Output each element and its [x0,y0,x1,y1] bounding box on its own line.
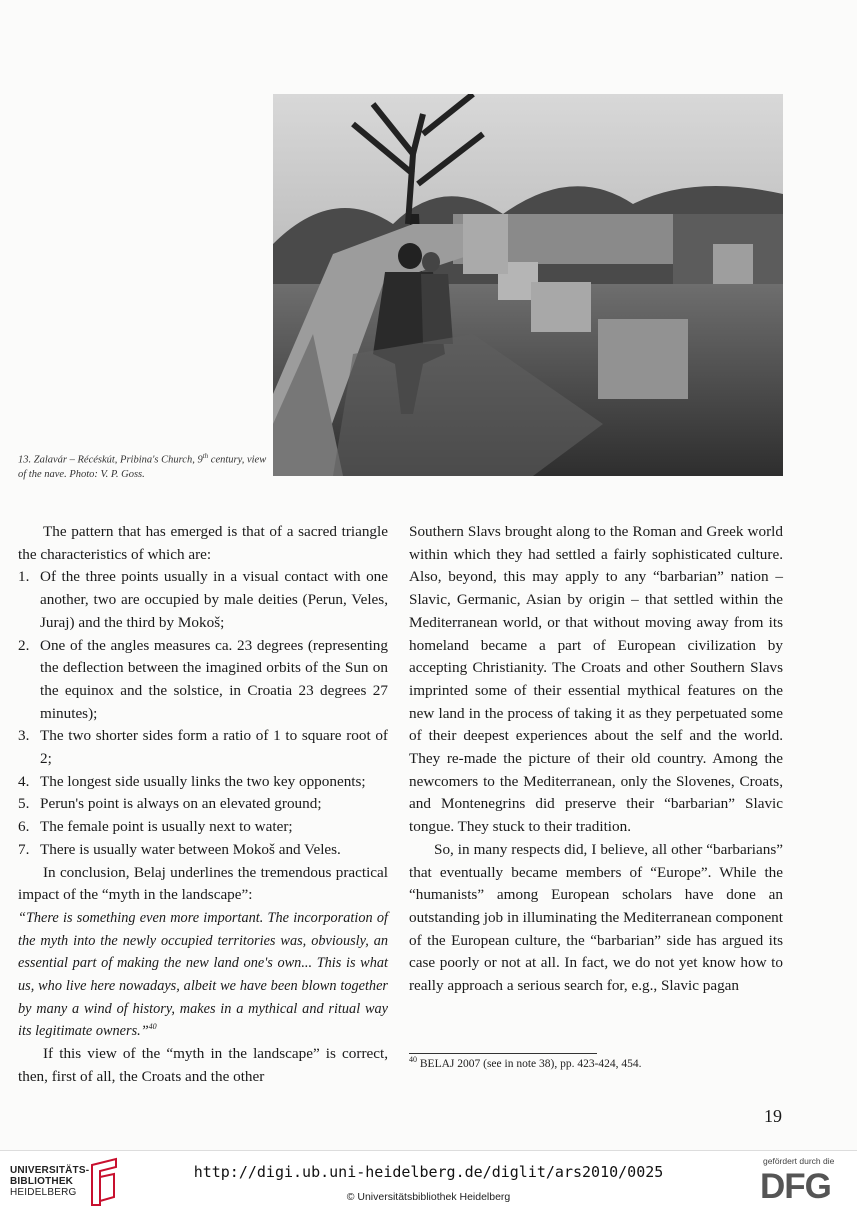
footnote-text: BELAJ 2007 (see in note 38), pp. 423-424, 454. [417,1058,642,1070]
list-text: There is usually water between Mokoš and Veles. [40,840,341,858]
list-number: 3. [18,727,30,745]
caption-sup: th [202,452,209,460]
church-nave-photo [273,94,783,476]
caption-text: 13. Zalavár – Récéskút, Pribina's Church, 9 [18,454,203,466]
footnote [409,1055,642,1070]
right-paragraph-1: Southern Slavs brought along to the Roman and Greek world within which they had settled a fairly sophisticated culture. Also, beyond, this may apply to any “barbarian” nation – Slavic, Germanic, Asian by origin – that settled within the Mediterranean world, or that without moving away from its homeland became a part of European civilization by accepting Christianity. The Croats and other Southern Slavs imprinted some of their essential mythical features on the new land in the process of taking it as they perpetuated some of their deepest experiences about the self and the world. They re-made the picture of their old country. Among the newcomers to the Mediterranean, only the Slovenes, Croats, and Montenegrins did preserve their “barbarian” Slavic tongue. They stuck to their tradition. [409,523,783,836]
footer-bar [0,1150,857,1213]
list-item [18,793,388,816]
list-item [18,839,388,862]
left-column [18,521,388,1089]
belaj-quote [18,907,388,1043]
permalink-url[interactable]: http://digi.ub.uni-heidelberg.de/diglit/ars2010/0025 [193,1163,664,1181]
list-item [18,635,388,726]
list-text: The two shorter sides form a ratio of 1 to square root of 2; [40,727,388,768]
list-number: 2. [18,636,30,654]
closing-paragraph: If this view of the “myth in the landscape” is correct, then, first of all, the Croats and the other [18,1045,388,1085]
library-name-line: HEIDELBERG [10,1187,77,1198]
conclusion-paragraph: In conclusion, Belaj underlines the tremendous practical impact of the “myth in the landscape”: [18,863,388,904]
caption-text-2: century, view of the nave. Photo: V. P. Goss. [18,454,267,480]
list-text: The female point is usually next to water; [40,818,293,836]
list-item [18,566,388,634]
library-name-line: BIBLIOTHEK [10,1176,74,1187]
photo-image [273,94,783,476]
footnote-divider [409,1053,597,1054]
right-paragraph-2: So, in many respects did, I believe, all other “barbarians” that eventually became members of “Europe”. While the “humanists” among European scholars have done an outstanding job in illuminating the Mediterranean component of the European culture, the “barbarian” side has argued its case poorly or not at all. In fact, we do not yet know how to really approach a serious search for, e.g., Slavic pagan [409,840,783,995]
list-text: Of the three points usually in a visual contact with one another, two are occupied by male deities (Perun, Veles, Juraj) and the third by Mokoš; [40,568,388,631]
copyright-notice: © Universitätsbibliothek Heidelberg [346,1191,511,1203]
list-number: 7. [18,840,30,858]
quote-text: “There is something even more important. The incorporation of the myth into the newly occupied territories was, obviously, an essential part of making the new land one's own... This is what us, who live here nowadays, albeit we have been blown together by many a wind of history, makes in a mythical and ritual way its legitimate owners.” [18,909,388,1040]
funded-by-label: gefördert durch die [763,1156,835,1166]
list-item [18,725,388,770]
list-item [18,771,388,794]
library-name-line: UNIVERSITÄTS- [10,1165,90,1176]
right-column [409,521,783,998]
dfg-logo[interactable]: DFG [760,1167,831,1206]
list-number: 6. [18,818,30,836]
figure-caption [18,449,268,482]
footnote-number: 40 [409,1055,417,1065]
intro-paragraph: The pattern that has emerged is that of a sacred triangle the characteristics of which are: [18,523,388,563]
list-item [18,816,388,839]
list-number: 4. [18,772,30,790]
list-text: The longest side usually links the two key opponents; [40,772,366,790]
list-text: Perun's point is always on an elevated ground; [40,795,322,813]
list-number: 1. [18,568,30,586]
page-number: 19 [764,1106,782,1126]
list-number: 5. [18,795,30,813]
list-text: One of the angles measures ca. 23 degrees (representing the deflection between the imagined orbits of the Sun on the equinox and the solstice, in Croatia 23 degrees 27 minutes); [40,636,388,722]
characteristics-list [18,566,388,861]
footnote-ref[interactable]: 40 [148,1022,157,1032]
